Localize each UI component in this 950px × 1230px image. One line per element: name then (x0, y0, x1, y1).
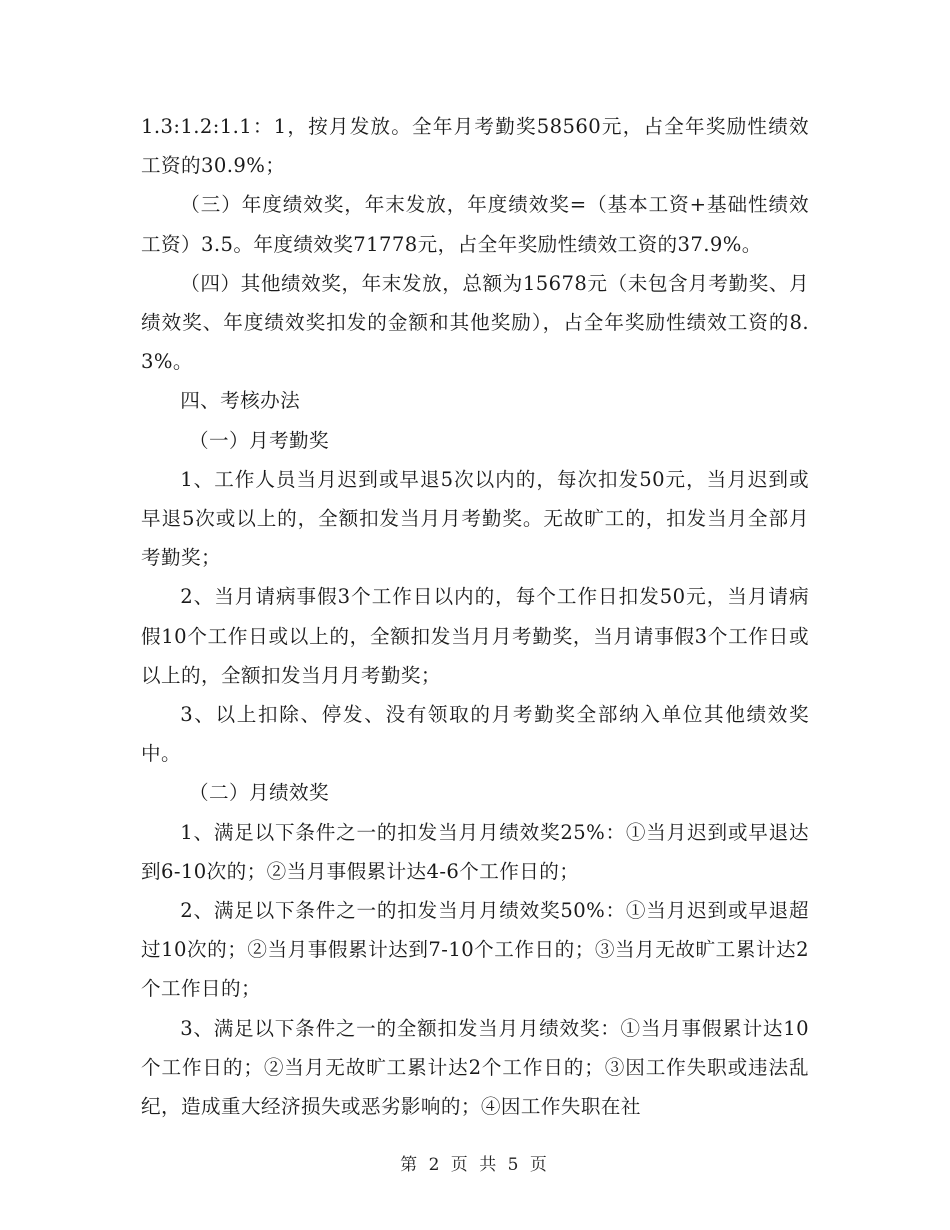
document-body (141, 107, 809, 1126)
paragraph-8: 3、以上扣除、停发、没有领取的月考勤奖全部纳入单位其他绩效奖中。 (141, 703, 809, 766)
page-number-footer: 第 2 页 共 5 页 (400, 1155, 550, 1175)
paragraph-11: 2、满足以下条件之一的扣发当月月绩效奖50%：①当月迟到或早退超过10次的；②当月事假累计达到7-10个工作日的；③当月无故旷工累计达2个工作日的； (141, 899, 809, 1001)
section-heading: 四、考核办法 (180, 389, 301, 413)
paragraph-1: 1.3:1.2:1.1：1，按月发放。全年月考勤奖58560元，占全年奖励性绩效工资的30.9%； (141, 115, 809, 178)
paragraph-3: （四）其他绩效奖，年末发放，总额为15678元（未包含月考勤奖、月绩效奖、年度绩效奖扣发的金额和其他奖励），占全年奖励性绩效工资的8.3%。 (141, 271, 809, 374)
subsection-heading-2: （二）月绩效奖 (189, 781, 329, 805)
subsection-heading-1: （一）月考勤奖 (189, 428, 329, 452)
paragraph-6: 1、工作人员当月迟到或早退5次以内的，每次扣发50元，当月迟到或早退5次或以上的，全额扣发当月月考勤奖。无故旷工的，扣发当月全部月考勤奖； (141, 467, 809, 570)
paragraph-7: 2、当月请病事假3个工作日以内的，每个工作日扣发50元，当月请病假10个工作日或以上的，全额扣发当月月考勤奖，当月请事假3个工作日或以上的，全额扣发当月月考勤奖； (141, 585, 809, 687)
paragraph-10: 1、满足以下条件之一的扣发当月月绩效奖25%：①当月迟到或早退达到6-10次的；②当月事假累计达4-6个工作日的； (141, 820, 809, 883)
paragraph-2: （三）年度绩效奖，年末发放，年度绩效奖=（基本工资+基础性绩效工资）3.5。年度绩效奖71778元，占全年奖励性绩效工资的37.9%。 (141, 193, 809, 256)
paragraph-12: 3、满足以下条件之一的全额扣发当月月绩效奖：①当月事假累计达10个工作日的；②当月无故旷工累计达2个工作日的；③因工作失职或违法乱纪，造成重大经济损失或恶劣影响的；④因工作失职在社 (141, 1016, 809, 1119)
